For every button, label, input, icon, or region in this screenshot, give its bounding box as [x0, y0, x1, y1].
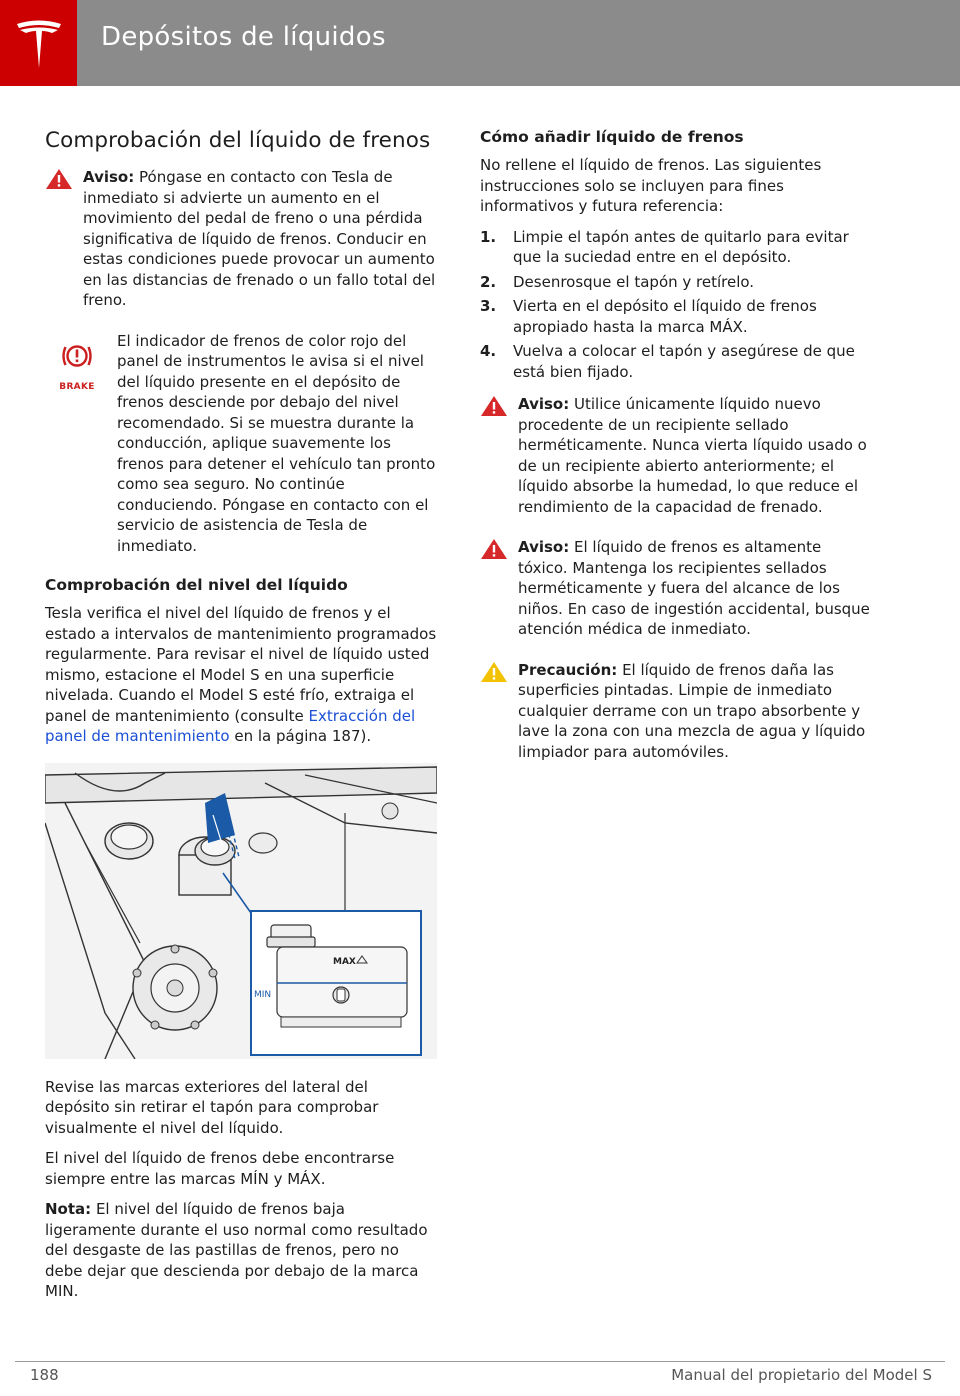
level-check-suffix: en la página 187).: [234, 727, 372, 745]
footer-title: Manual del propietario del Model S: [671, 1366, 932, 1384]
level-check-paragraph: [45, 603, 437, 747]
note-paragraph: [45, 1199, 437, 1302]
right-column: [480, 128, 875, 782]
step-number: 3.: [480, 297, 497, 315]
brake-indicator-block: [45, 331, 437, 557]
warning-triangle-icon: [480, 538, 508, 560]
step-text: Limpie el tapón antes de quitarlo para evitar que la suciedad entre en el depósito.: [513, 227, 849, 266]
level-range-paragraph: El nivel del líquido de frenos debe encontrarse siempre entre las marcas MÍN y MÁX.: [45, 1149, 395, 1188]
warning-text: Póngase en contacto con Tesla de inmediato si advierte un aumento en el movimiento del pedal de freno o una pérdida significativa de líquido de frenos. Conducir en estas condiciones puede provocar un aumento en las distancias de frenado o un fallo total del freno.: [83, 168, 436, 309]
warning-triangle-icon: [480, 395, 508, 417]
steps-list: [480, 227, 875, 383]
min-mark-label: MIN: [254, 989, 272, 1000]
caution-label: Precaución:: [518, 660, 618, 679]
step-number: 2.: [480, 272, 497, 291]
step-text: Desenrosque el tapón y retírelo.: [513, 272, 755, 291]
visual-check-paragraph: Revise las marcas exteriores del lateral del depósito sin retirar el tapón para comprobar visualmente el nivel del líquido.: [45, 1077, 379, 1137]
warning-label: Aviso:: [518, 538, 570, 556]
warning-toxic: [480, 537, 875, 640]
brake-indicator-text: El indicador de frenos de color rojo del panel de instrumentos le avisa si el nivel del líquido presente en el depósito de frenos desciende por debajo del nivel recomendado. Si se muestra durante la conducción, aplique suavemente los frenos para detener el vehículo tan pronto como sea seguro. No continúe conduciendo. Póngase en contacto con el servicio de asistencia de Tesla de inmediato.: [117, 331, 436, 555]
warning-new-fluid: [480, 394, 875, 517]
warning-label: Aviso:: [518, 395, 570, 413]
maintenance-panel-link[interactable]: Extracción del panel de mantenimiento: [45, 706, 416, 745]
page-number: 188: [30, 1366, 59, 1384]
subheading-level-check: Comprobación del nivel del líquido: [45, 576, 348, 594]
step-number: 4.: [480, 342, 497, 360]
step-text: Vierta en el depósito el líquido de frenos apropiado hasta la marca MÁX.: [513, 297, 817, 336]
warning-text: El líquido de frenos es altamente tóxico. Mantenga los recipientes sellados herméticamente y fuera del alcance de los niños. En caso de ingestión accidental, busque atención médica de inmediato.: [518, 538, 870, 638]
brake-reservoir-illustration: [45, 763, 437, 1059]
list-item: [480, 341, 875, 382]
warning-triangle-icon: [45, 168, 73, 190]
warning-text: Utilice únicamente líquido nuevo procedente de un recipiente sellado herméticamente. Nunca vierta líquido usado o de un recipiente abierto anteriormente; el líquido absorbe la humedad, lo que reduce el rendimiento de la capacidad de frenado.: [518, 395, 867, 516]
level-check-text: Tesla verifica el nivel del líquido de frenos y el estado a intervalos de mantenimiento programados regularmente. Para revisar el nivel de líquido usted mismo, estacione el Model S en una superficie nivelada. Cuando el Model S esté frío, extraiga el panel de mantenimiento (consulte: [45, 604, 437, 725]
page-title: Depósitos de líquidos: [101, 22, 386, 52]
left-column: [45, 128, 437, 1312]
list-item: [480, 227, 875, 268]
section-heading: Comprobación del líquido de frenos: [45, 128, 431, 153]
add-fluid-intro: No rellene el líquido de frenos. Las siguientes instrucciones solo se incluyen para fines informativos y futura referencia:: [480, 156, 822, 215]
step-text: Vuelva a colocar el tapón y asegúrese de que está bien fijado.: [513, 342, 855, 381]
page-header: [0, 0, 960, 86]
footer-divider: [15, 1361, 945, 1362]
brake-warning-icon: [57, 341, 97, 398]
tesla-logo-icon: [14, 16, 64, 70]
step-number: 1.: [480, 227, 497, 246]
caution-triangle-icon: [480, 661, 508, 683]
max-mark-label: MAX: [333, 956, 356, 967]
brake-icon-label: BRAKE: [59, 382, 95, 392]
warning-brake-pedal: [45, 167, 437, 311]
add-fluid-heading: Cómo añadir líquido de frenos: [480, 128, 744, 146]
warning-label: Aviso:: [83, 168, 135, 186]
tesla-logo: [0, 0, 77, 86]
note-text: El nivel del líquido de frenos baja ligeramente durante el uso normal como resultado del desgaste de las pastillas de frenos, pero no debe dejar que descienda por debajo de la marca MIN.: [45, 1200, 428, 1300]
reservoir-drawing: [45, 763, 437, 1059]
note-label: Nota:: [45, 1200, 92, 1218]
list-item: [480, 296, 875, 337]
caution-text: El líquido de frenos daña las superficies pintadas. Limpie de inmediato cualquier derrame con un trapo absorbente y lave la zona con una mezcla de agua y líquido limpiador para automóviles.: [518, 660, 866, 761]
list-item: [480, 272, 875, 293]
caution-paint: [480, 660, 875, 763]
